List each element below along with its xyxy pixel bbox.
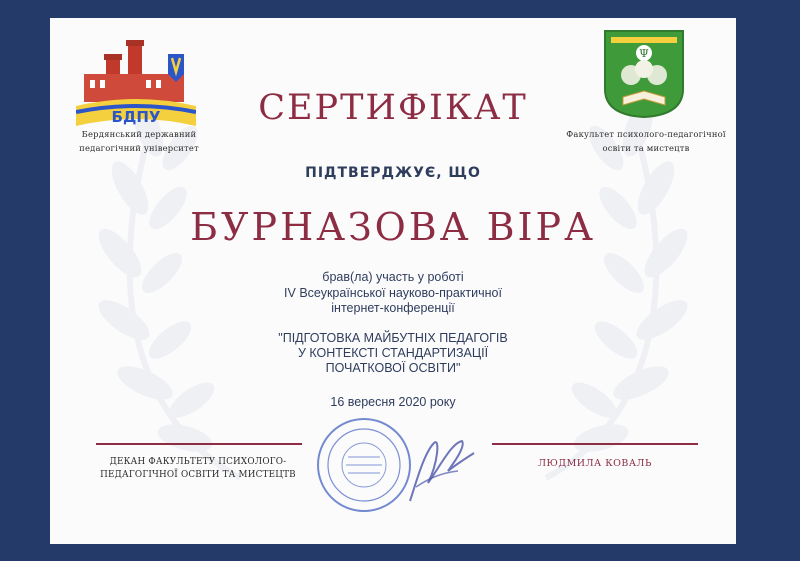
confirms-heading: ПІДТВЕРДЖУЄ, ЩО [305,165,481,181]
conference-line-2: інтернет-конференції [331,301,455,315]
dean-title-line2: ПЕДАГОГІЧНОЇ ОСВІТИ ТА МИСТЕЦТВ [100,470,296,480]
topic-line-1: "ПІДГОТОВКА МАЙБУТНІХ ПЕДАГОГІВ [278,331,508,345]
topic-line-3: ПОЧАТКОВОЇ ОСВІТИ" [325,361,461,375]
university-logo-text: БДПУ [111,108,161,126]
signature-line-left [96,443,302,445]
recipient-name: БУРНАЗОВА ВІРА [190,205,596,249]
conference-line-1: IV Всеукраїнської науково-практичної [284,286,502,300]
official-stamp-and-signature [312,413,482,523]
dean-name: ЛЮДМИЛА КОВАЛЬ [538,458,652,469]
participation-text: брав(ла) участь у роботі [322,270,464,284]
topic-line-2: У КОНТЕКСТІ СТАНДАРТИЗАЦІЇ [297,346,489,360]
faculty-caption-line1: Факультет психолого-педагогічної [566,129,726,139]
faculty-caption-line2: освіти та мистецтв [602,143,690,153]
faculty-caption [556,127,736,155]
university-caption [64,127,214,155]
certificate-title: СЕРТИФІКАТ [258,88,528,128]
university-caption-line2: педагогічний університет [79,143,199,153]
signature-line-right [492,443,698,445]
svg-text:Ψ: Ψ [639,47,649,60]
event-date: 16 вересня 2020 року [330,395,456,409]
certificate [50,18,736,544]
university-caption-line1: Бердянський державний [81,129,197,139]
dean-title [98,456,298,482]
dean-title-line1: ДЕКАН ФАКУЛЬТЕТУ ПСИХОЛОГО- [109,457,287,467]
